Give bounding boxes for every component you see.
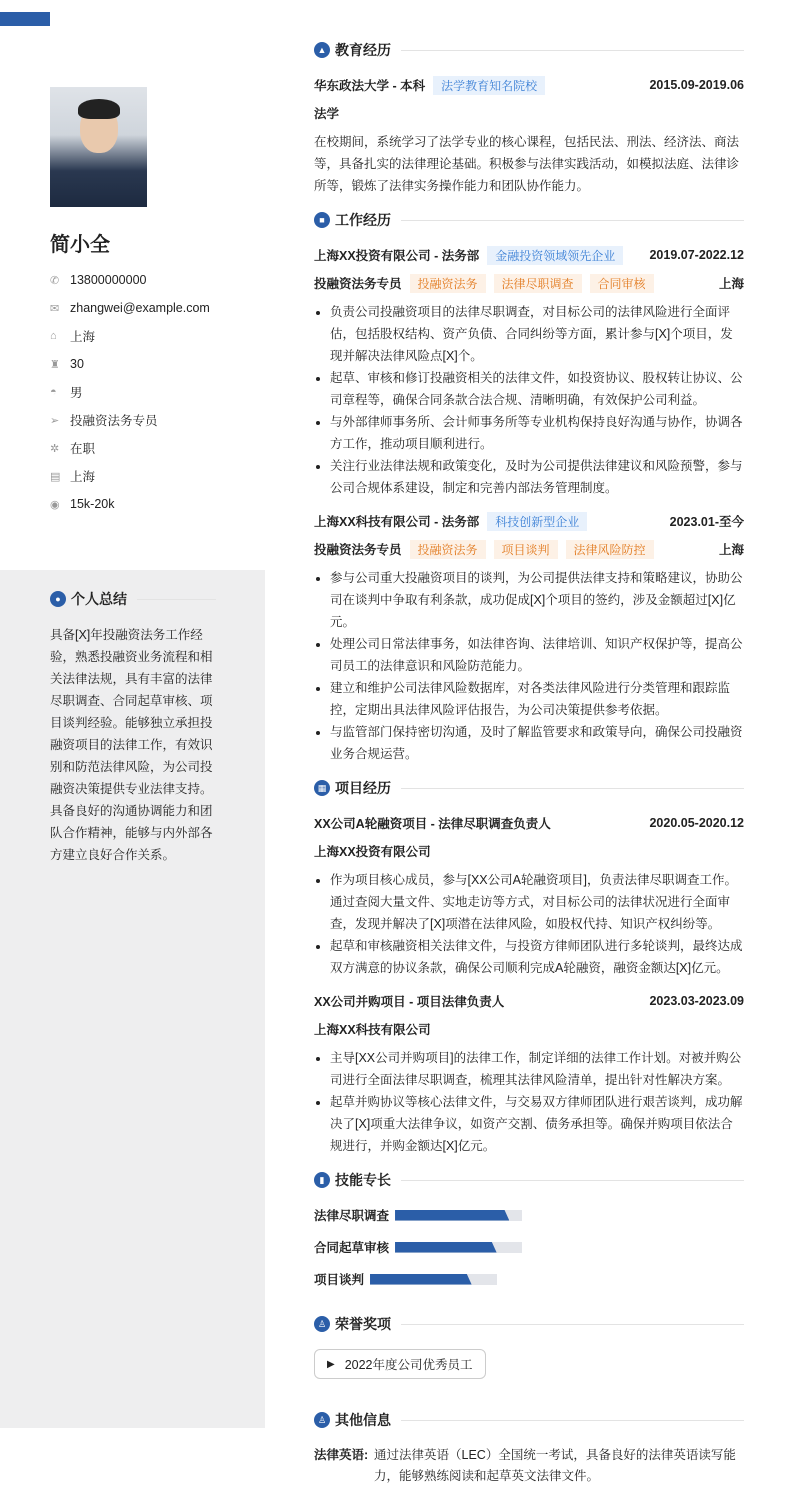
salary-icon: ◉: [50, 498, 60, 511]
triangle-right-icon: ▶: [327, 1358, 335, 1370]
gender-icon: ◓: [50, 386, 57, 398]
skill-item: [314, 1205, 535, 1225]
list-item: 起草并购协议等核心法律文件，与交易双方律师团队进行艰苦谈判，成功解决了[X]项重大法律争议，如资产交割、债务承担等。确保并购项目依法合规进行，并购金额达[X]亿元。: [314, 1091, 744, 1157]
skill-tag: 合同审核: [590, 274, 654, 293]
skills-section: [314, 1171, 744, 1301]
project-entry: [314, 991, 744, 1157]
skill-bar: [370, 1274, 497, 1285]
profile-photo: [50, 87, 147, 207]
company-name: 上海XX科技有限公司 - 法务部: [314, 515, 480, 529]
education-section: [314, 41, 744, 197]
major: 法学: [314, 107, 340, 121]
other-item: [314, 1445, 744, 1487]
list-item: 起草、审核和修订投融资相关的法律文件，如投资协议、股权转让协议、公司章程等，确保合同条款合法合规、清晰明确，有效保护公司利益。: [314, 367, 744, 411]
award-icon: ♙: [314, 1316, 330, 1332]
company-tag: 科技创新型企业: [487, 512, 587, 531]
job-date: 2023.01-至今: [669, 515, 744, 529]
send-icon: ➢: [50, 414, 60, 427]
skill-item: [314, 1237, 535, 1257]
info-text: 30: [70, 357, 84, 371]
list-item: 处理公司日常法律事务，如法律咨询、法律培训、知识产权保护等，提高公司员工的法律意识和风险防范能力。: [314, 633, 744, 677]
project-company: 上海XX科技有限公司: [314, 1023, 431, 1037]
list-item: 关注行业法律法规和政策变化，及时为公司提供法律建议和风险预警，参与公司合规体系建设，制定和完善内部法务管理制度。: [314, 455, 744, 499]
job-date: 2019.07-2022.12: [649, 248, 744, 262]
profile-name: 简小全: [50, 234, 110, 256]
work-section: [314, 211, 744, 765]
info-row: [50, 490, 210, 518]
section-title: 教育经历: [335, 42, 391, 58]
project-name: XX公司并购项目 - 项目法律负责人: [314, 995, 505, 1009]
info-text: 15k-20k: [70, 497, 115, 511]
info-row: [50, 406, 210, 434]
summary-section: [50, 590, 216, 866]
section-title: 项目经历: [335, 780, 391, 796]
skill-item: [314, 1269, 535, 1289]
job-city: 上海: [718, 543, 744, 557]
project-date: 2023.03-2023.09: [649, 994, 744, 1008]
job-role: 投融资法务专员: [314, 277, 402, 291]
skill-name: 合同起草审核: [314, 1241, 390, 1255]
info-row: [50, 462, 210, 490]
grid-icon: ▦: [314, 780, 330, 796]
main-content: [314, 41, 744, 1501]
info-text: 投融资法务专员: [70, 414, 158, 428]
job-city: 上海: [718, 277, 744, 291]
skill-bar-fill: [395, 1210, 509, 1221]
info-text: 上海: [70, 330, 96, 344]
other-text: 通过法律英语（LEC）全国统一考试，具备良好的法律英语读写能力，能够熟练阅读和起草英文法律文件。: [374, 1448, 736, 1483]
education-date: 2015.09-2019.06: [649, 78, 744, 92]
info-text: 在职: [70, 442, 96, 456]
skill-tag: 项目谈判: [494, 540, 558, 559]
awards-section: [314, 1315, 744, 1397]
age-icon: ♜: [50, 358, 60, 371]
skill-bar: [395, 1242, 522, 1253]
info-text: 上海: [70, 470, 96, 484]
left-sidebar: [0, 0, 265, 1428]
skill-bar-fill: [395, 1242, 497, 1253]
user-icon: ●: [50, 591, 66, 607]
briefcase-icon: ■: [314, 212, 330, 228]
skill-tag: 投融资法务: [410, 274, 486, 293]
home-icon: ⌂: [50, 330, 57, 342]
skill-tag: 投融资法务: [410, 540, 486, 559]
info-row: [50, 322, 210, 350]
info-row: [50, 294, 210, 322]
info-row: [50, 350, 210, 378]
other-section: [314, 1411, 744, 1487]
award-item[interactable]: [314, 1349, 486, 1379]
job-role: 投融资法务专员: [314, 543, 402, 557]
skill-bar: [395, 1210, 522, 1221]
section-title: 工作经历: [335, 212, 391, 228]
project-entry: [314, 813, 744, 979]
list-item: 主导[XX公司并购项目]的法律工作，制定详细的法律工作计划。对被并购公司进行全面法律尽职调查，梳理其法律风险清单，提出针对性解决方案。: [314, 1047, 744, 1091]
company-tag: 金融投资领域领先企业: [487, 246, 623, 265]
profile-info: [50, 266, 210, 518]
info-row: [50, 266, 210, 294]
info-row: [50, 378, 210, 406]
graduation-cap-icon: ▲: [314, 42, 330, 58]
projects-section: [314, 779, 744, 1157]
section-title: 其他信息: [335, 1412, 391, 1428]
info-text: zhangwei@example.com: [70, 301, 210, 315]
company-name: 上海XX投资有限公司 - 法务部: [314, 249, 480, 263]
list-item: 与监管部门保持密切沟通，及时了解监管要求和政策导向，确保公司投融资业务合规运营。: [314, 721, 744, 765]
skill-tag: 法律尽职调查: [494, 274, 582, 293]
building-icon: ▤: [50, 470, 61, 483]
other-label: 法律英语:: [314, 1448, 369, 1462]
job-entry: [314, 511, 744, 765]
project-company: 上海XX投资有限公司: [314, 845, 431, 859]
job-entry: [314, 245, 744, 499]
bar-chart-icon: ▮: [314, 1172, 330, 1188]
school-tag: 法学教育知名院校: [433, 76, 545, 95]
list-item: 参与公司重大投融资项目的谈判，为公司提供法律支持和策略建议，协助公司在谈判中争取有利条款，成功促成[X]个项目的签约，涉及金额超过[X]亿元。: [314, 567, 744, 633]
skill-bar-fill: [370, 1274, 472, 1285]
skill-name: 项目谈判: [314, 1273, 365, 1287]
section-title: 个人总结: [71, 591, 127, 607]
list-item: 与外部律师事务所、会计师事务所等专业机构保持良好沟通与协作，协调各方工作，推动项目顺利进行。: [314, 411, 744, 455]
phone-icon: ✆: [50, 274, 60, 287]
list-item: 建立和维护公司法律风险数据库，对各类法律风险进行分类管理和跟踪监控，定期出具法律风险评估报告，为公司决策提供参考依据。: [314, 677, 744, 721]
info-row: [50, 434, 210, 462]
info-icon: ♙: [314, 1412, 330, 1428]
list-item: 负责公司投融资项目的法律尽职调查，对目标公司的法律风险进行全面评估，包括股权结构、资产负债、合同纠纷等方面，累计参与[X]个项目，发现并解决法律风险点[X]个。: [314, 301, 744, 367]
award-text: 2022年度公司优秀员工: [344, 1358, 473, 1372]
list-item: 起草和审核融资相关法律文件，与投资方律师团队进行多轮谈判，最终达成双方满意的协议条款，确保公司顺利完成A轮融资，融资金额达[X]亿元。: [314, 935, 744, 979]
status-icon: ✲: [50, 442, 60, 455]
mail-icon: ✉: [50, 302, 60, 315]
skill-name: 法律尽职调查: [314, 1209, 390, 1223]
project-name: XX公司A轮融资项目 - 法律尽职调查负责人: [314, 817, 551, 831]
info-text: 男: [70, 386, 83, 400]
info-text: 13800000000: [70, 273, 147, 287]
project-date: 2020.05-2020.12: [649, 816, 744, 830]
skill-tag: 法律风险防控: [566, 540, 654, 559]
list-item: 作为项目核心成员，参与[XX公司A轮融资项目]，负责法律尽职调查工作。通过查阅大量文件、实地走访等方式，对目标公司的法律状况进行全面审查，发现并解决了[X]项潜在法律风险，如股权代持、知识产权纠纷等。: [314, 869, 744, 935]
education-desc: 在校期间，系统学习了法学专业的核心课程，包括民法、刑法、经济法、商法等，具备扎实的法律理论基础。积极参与法律实践活动，如模拟法庭、法律诊所等，锻炼了法律实务操作能力和团队协作能力。: [314, 135, 740, 193]
section-title: 荣誉奖项: [335, 1316, 391, 1332]
summary-text: 具备[X]年投融资法务工作经验，熟悉投融资业务流程和相关法律法规，具有丰富的法律尽职调查、合同起草审核、项目谈判经验。能够独立承担投融资项目的法律工作，有效识别和防范法律风险，为公司投融资决策提供专业法律支持。具备良好的沟通协调能力和团队合作精神，能够与内外部各方建立良好合作关系。: [50, 628, 213, 862]
school-name: 华东政法大学 - 本科: [314, 79, 426, 93]
section-title: 技能专长: [335, 1172, 391, 1188]
